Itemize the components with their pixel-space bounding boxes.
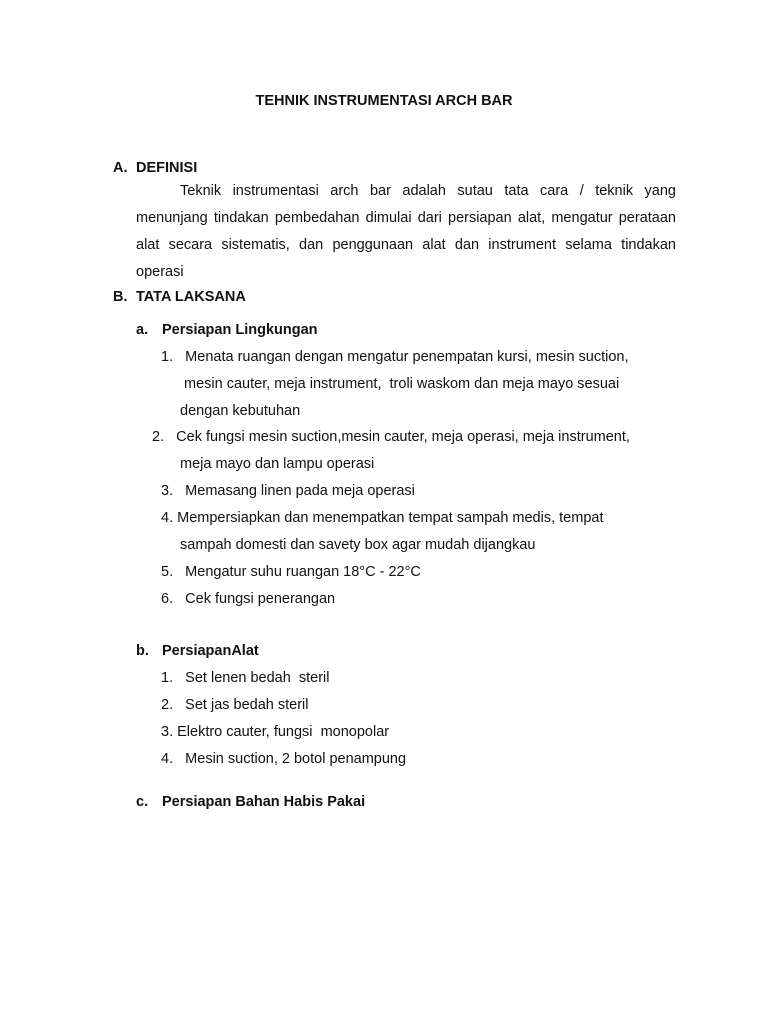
list-item: sampah domesti dan savety box agar mudah dijangkau: [180, 537, 536, 553]
section-a-number: A.: [113, 160, 128, 176]
subsection-b-number: b.: [136, 643, 149, 659]
list-item: 3. Elektro cauter, fungsi monopolar: [161, 724, 390, 740]
section-a-heading: [113, 160, 197, 176]
list-item: 3. Memasang linen pada meja operasi: [161, 483, 415, 499]
subsection-a-title: Persiapan Lingkungan: [162, 322, 318, 338]
list-item: dengan kebutuhan: [180, 403, 301, 419]
list-item: 1. Set lenen bedah steril: [161, 670, 330, 686]
subsection-b-heading: [136, 643, 259, 659]
list-item: 4. Mempersiapkan dan menempatkan tempat sampah medis, tempat: [161, 510, 604, 526]
section-b-title: TATA LAKSANA: [136, 289, 246, 305]
subsection-c-heading: [136, 794, 365, 810]
list-item: 5. Mengatur suhu ruangan 18°C - 22°C: [161, 564, 421, 580]
list-item: 1. Menata ruangan dengan mengatur penempatan kursi, mesin suction,: [161, 349, 629, 365]
section-b-heading: [113, 289, 246, 305]
subsection-b-title: PersiapanAlat: [162, 643, 259, 659]
subsection-c-title: Persiapan Bahan Habis Pakai: [162, 794, 366, 810]
list-item: meja mayo dan lampu operasi: [180, 456, 375, 472]
list-item: 4. Mesin suction, 2 botol penampung: [161, 751, 407, 767]
list-item: 6. Cek fungsi penerangan: [161, 591, 336, 607]
section-a-title: DEFINISI: [136, 160, 198, 176]
section-b-number: B.: [113, 289, 128, 305]
subsection-c-number: c.: [136, 794, 149, 810]
page-title: TEHNIK INSTRUMENTASI ARCH BAR: [255, 93, 513, 109]
list-item: mesin cauter, meja instrument, troli waskom dan meja mayo sesuai: [180, 376, 620, 392]
definition-paragraph: Teknik instrumentasi arch bar adalah sutau tata cara / teknik yang menunjang tindakan pembedahan dimulai dari persiapan alat, mengatur perataan alat secara sistematis, dan penggunaan alat dan instrument selama tindakan operasi: [136, 183, 676, 280]
subsection-a-heading: [136, 322, 318, 338]
list-item: 2. Cek fungsi mesin suction,mesin cauter, meja operasi, meja instrument,: [152, 429, 630, 445]
list-item: 2. Set jas bedah steril: [161, 697, 309, 713]
subsection-a-number: a.: [136, 322, 149, 338]
